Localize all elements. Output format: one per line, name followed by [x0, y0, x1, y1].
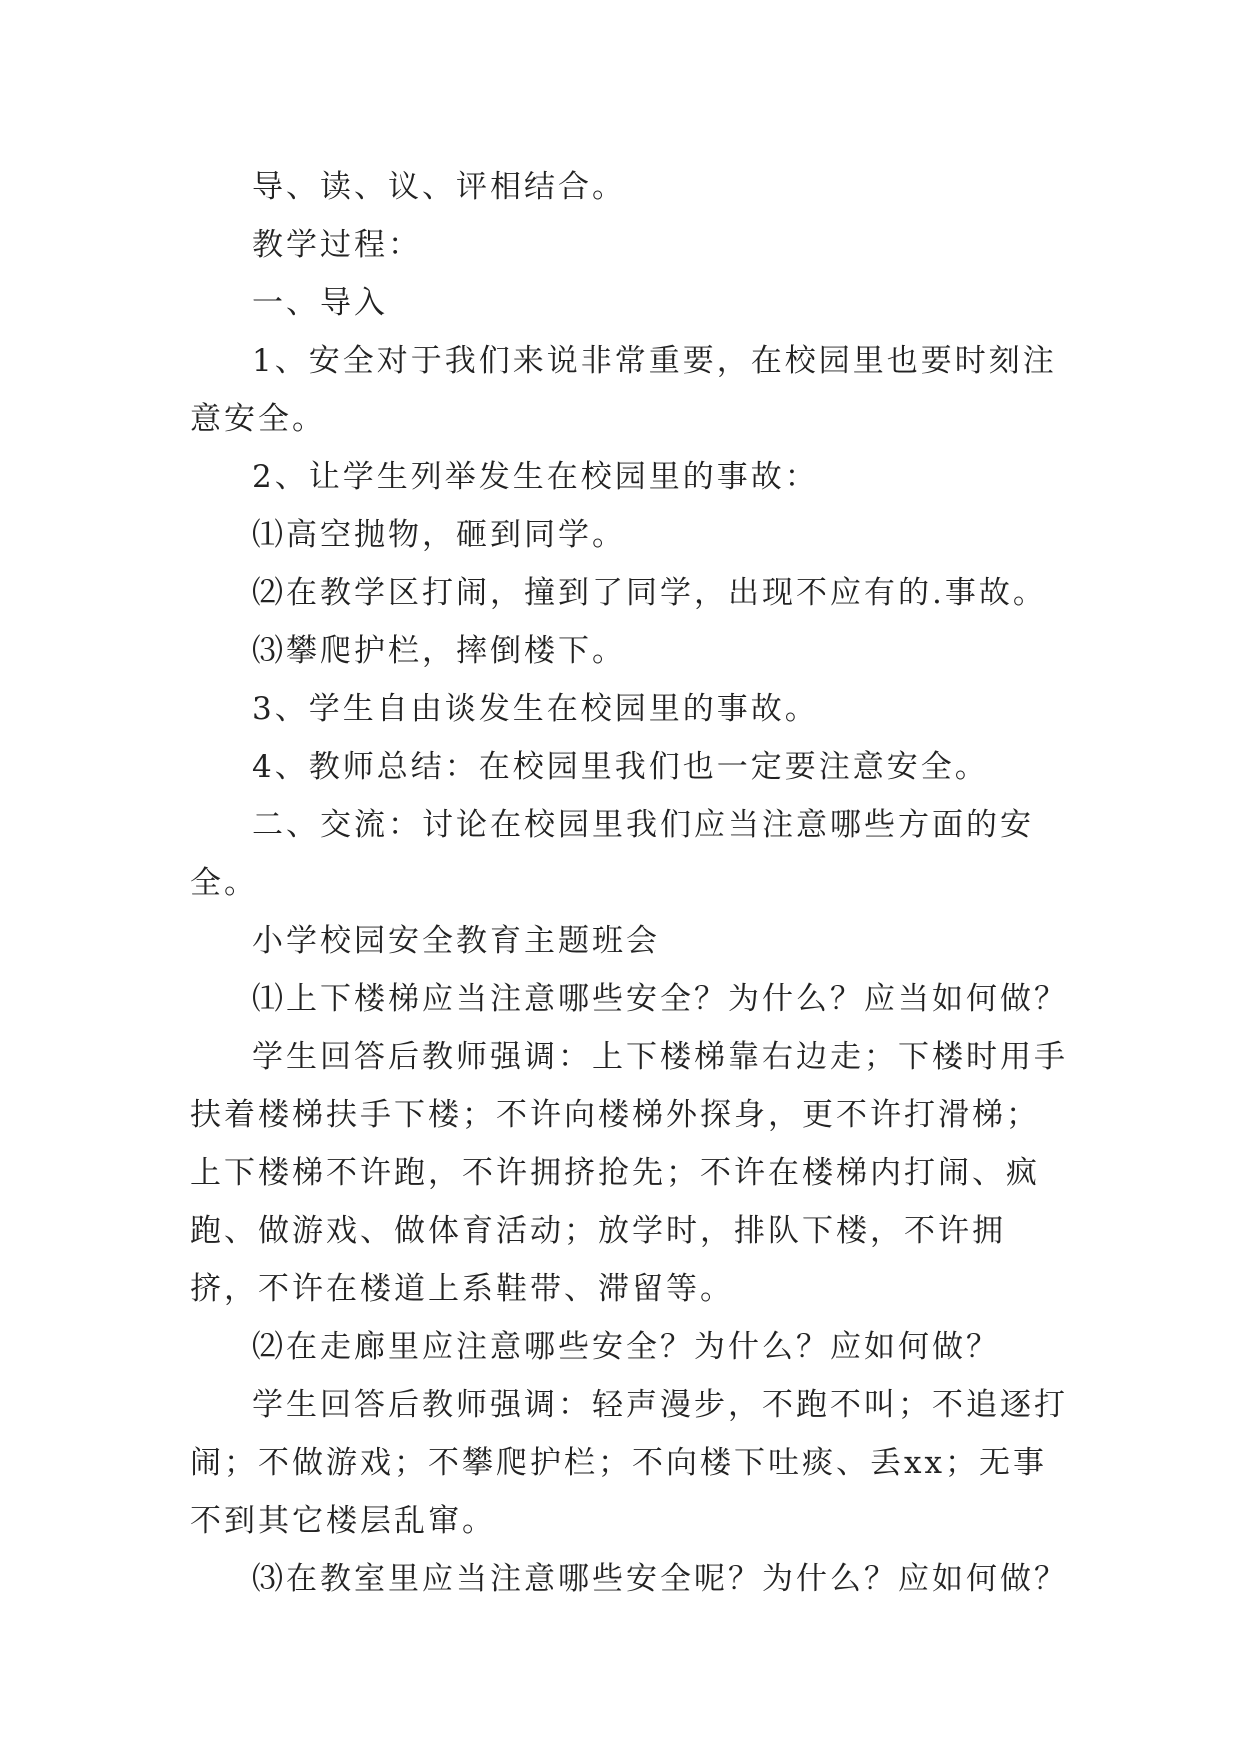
- list-item: ⑶在教室里应当注意哪些安全呢？为什么？应如何做？: [252, 1561, 1068, 1597]
- paragraph: 3、学生自由谈发生在校园里的事故。: [252, 691, 819, 727]
- section-heading: 一、导入: [252, 285, 388, 321]
- list-item: ⑴上下楼梯应当注意哪些安全？为什么？应当如何做？: [252, 981, 1068, 1017]
- paragraph: 2、让学生列举发生在校园里的事故：: [252, 459, 819, 495]
- paragraph: 导、读、议、评相结合。: [252, 169, 626, 205]
- list-item: ⑴高空抛物，砸到同学。: [252, 517, 626, 553]
- document-body: [190, 158, 1070, 1608]
- paragraph: 学生回答后教师强调：轻声漫步，不跑不叫；不追逐打闹；不做游戏；不攀爬护栏；不向楼下吐痰、丢xx；无事不到其它楼层乱窜。: [190, 1387, 1068, 1539]
- paragraph: 教学过程：: [252, 227, 422, 263]
- list-item: ⑵在教学区打闹，撞到了同学，出现不应有的.事故。: [252, 575, 1047, 611]
- subtitle: 小学校园安全教育主题班会: [252, 923, 660, 959]
- section-heading: 二、交流：讨论在校园里我们应当注意哪些方面的安全。: [190, 807, 1034, 901]
- list-item: ⑵在走廊里应注意哪些安全？为什么？应如何做？: [252, 1329, 1000, 1365]
- list-item: ⑶攀爬护栏，摔倒楼下。: [252, 633, 626, 669]
- paragraph: 4、教师总结：在校园里我们也一定要注意安全。: [252, 749, 989, 785]
- paragraph: 学生回答后教师强调：上下楼梯靠右边走；下楼时用手扶着楼梯扶手下楼；不许向楼梯外探身，更不许打滑梯；上下楼梯不许跑，不许拥挤抢先；不许在楼梯内打闹、疯跑、做游戏、做体育活动；放学时，排队下楼，不许拥挤，不许在楼道上系鞋带、滞留等。: [190, 1039, 1068, 1307]
- paragraph: 1、安全对于我们来说非常重要，在校园里也要时刻注意安全。: [190, 343, 1057, 437]
